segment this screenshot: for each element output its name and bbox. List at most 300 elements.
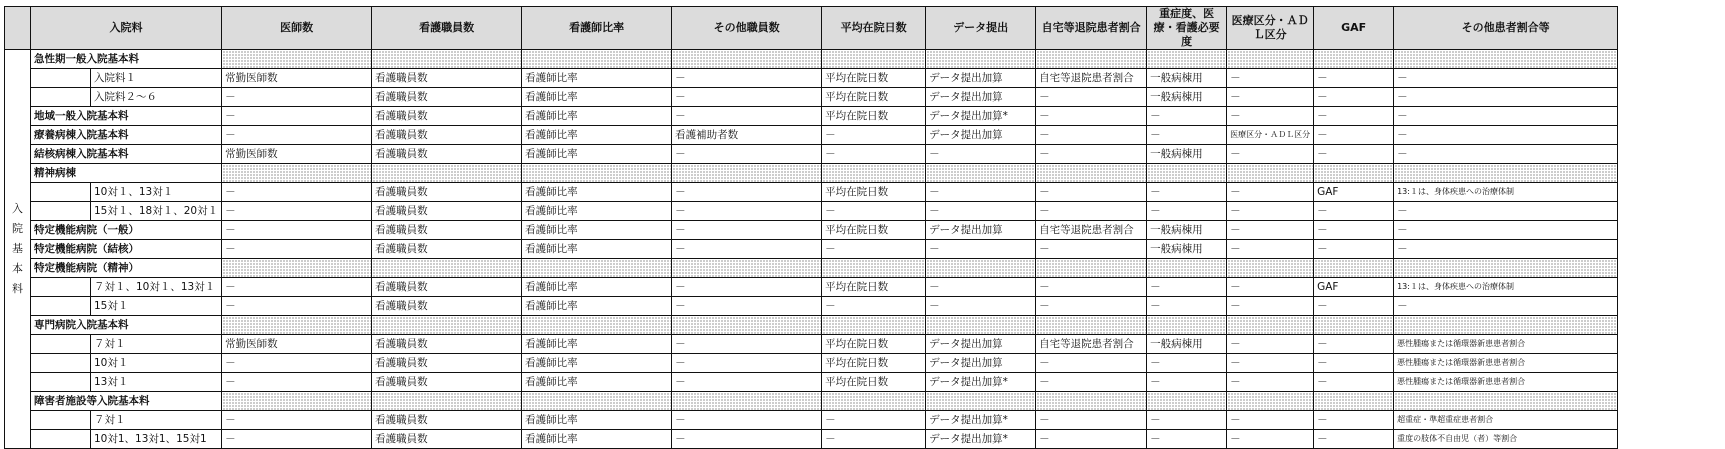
table-row [5, 88, 1618, 107]
shaded-cell [672, 259, 822, 278]
table-cell: － [672, 354, 822, 373]
table-cell: － [1147, 411, 1227, 430]
category-label: 特定機能病院（結核） [31, 240, 222, 259]
table-cell: － [1394, 126, 1618, 145]
table-cell: － [222, 297, 372, 316]
shaded-cell [372, 50, 522, 69]
table-cell: － [672, 145, 822, 164]
shaded-cell [672, 50, 822, 69]
table-cell: 看護師比率 [522, 335, 672, 354]
category-row [5, 126, 1618, 145]
table-cell: 看護職員数 [372, 411, 522, 430]
table-cell: 自宅等退院患者割合 [1036, 335, 1147, 354]
table-cell: － [926, 202, 1036, 221]
table-cell: 13:１は、身体疾患への治療体制 [1394, 278, 1618, 297]
shaded-cell [1227, 164, 1314, 183]
indent-cell [31, 411, 91, 430]
table-cell: 看護師比率 [522, 373, 672, 392]
category-row [5, 221, 1618, 240]
table-cell: － [222, 354, 372, 373]
shaded-cell [522, 316, 672, 335]
table-cell: － [1394, 88, 1618, 107]
table-cell: 看護師比率 [522, 297, 672, 316]
shaded-cell [1036, 259, 1147, 278]
table-cell: － [222, 411, 372, 430]
shaded-cell [222, 316, 372, 335]
table-cell: － [1147, 126, 1227, 145]
shaded-cell [1036, 316, 1147, 335]
row-label: 15対１、18対１、20対１ [91, 202, 222, 221]
table-cell: 悪性腫瘍または循環器新患患者割合 [1394, 373, 1618, 392]
table-cell: － [1227, 88, 1314, 107]
table-cell: － [1314, 126, 1394, 145]
table-row [5, 297, 1618, 316]
table-cell: － [1147, 183, 1227, 202]
table-cell: － [1227, 430, 1314, 449]
table-cell: 看護師比率 [522, 107, 672, 126]
table-cell: データ提出加算 [926, 126, 1036, 145]
column-header: 平均在院日数 [822, 7, 926, 50]
table-cell: 一般病棟用 [1147, 335, 1227, 354]
shaded-cell [1036, 50, 1147, 69]
shaded-cell [822, 164, 926, 183]
table-cell: 看護職員数 [372, 126, 522, 145]
category-label: 療養病棟入院基本料 [31, 126, 222, 145]
table-row [5, 335, 1618, 354]
table-cell: － [1394, 221, 1618, 240]
sidebar-label-cell [5, 50, 31, 449]
shaded-cell [1227, 392, 1314, 411]
indent-cell [31, 88, 91, 107]
table-cell: データ提出加算 [926, 221, 1036, 240]
shaded-cell [926, 316, 1036, 335]
shaded-cell [372, 316, 522, 335]
shaded-cell [1394, 164, 1618, 183]
table-cell: － [1036, 202, 1147, 221]
table-cell: 自宅等退院患者割合 [1036, 221, 1147, 240]
table-cell: － [1147, 430, 1227, 449]
shaded-cell [1227, 316, 1314, 335]
table-cell: － [1147, 373, 1227, 392]
table-cell: － [1314, 297, 1394, 316]
table-cell: 自宅等退院患者割合 [1036, 69, 1147, 88]
category-label: 障害者施設等入院基本料 [31, 392, 222, 411]
table-cell: 平均在院日数 [822, 278, 926, 297]
table-cell: 一般病棟用 [1147, 221, 1227, 240]
table-cell: － [1036, 297, 1147, 316]
shaded-cell [822, 316, 926, 335]
shaded-cell [1227, 259, 1314, 278]
table-cell: － [822, 202, 926, 221]
table-cell: － [222, 126, 372, 145]
category-row [5, 240, 1618, 259]
table-cell: － [672, 221, 822, 240]
table-cell: － [1314, 221, 1394, 240]
table-cell: 看護師比率 [522, 126, 672, 145]
table-cell: － [1227, 354, 1314, 373]
shaded-cell [1036, 164, 1147, 183]
table-cell: 看護師比率 [522, 354, 672, 373]
shaded-cell [926, 259, 1036, 278]
indent-cell [31, 69, 91, 88]
requirements-table [4, 6, 1618, 449]
table-cell: 一般病棟用 [1147, 145, 1227, 164]
shaded-cell [222, 50, 372, 69]
indent-cell [31, 354, 91, 373]
requirements-sheet [4, 6, 1618, 449]
table-cell: － [1314, 354, 1394, 373]
table-cell: GAF [1314, 278, 1394, 297]
shaded-cell [1394, 316, 1618, 335]
table-cell: 一般病棟用 [1147, 69, 1227, 88]
table-cell: － [926, 240, 1036, 259]
shaded-cell [522, 164, 672, 183]
shaded-cell [672, 392, 822, 411]
table-cell: － [1227, 240, 1314, 259]
table-cell: － [1394, 107, 1618, 126]
row-label: 10対１ [91, 354, 222, 373]
shaded-cell [1394, 50, 1618, 69]
table-cell: 平均在院日数 [822, 88, 926, 107]
category-label: 地域一般入院基本料 [31, 107, 222, 126]
table-cell: － [1314, 145, 1394, 164]
table-cell: 看護師比率 [522, 430, 672, 449]
table-cell: － [672, 335, 822, 354]
table-cell: 医療区分・ＡＤＬ区分 [1227, 126, 1314, 145]
shaded-cell [1314, 259, 1394, 278]
shaded-cell [926, 392, 1036, 411]
table-cell: － [672, 107, 822, 126]
indent-cell [31, 202, 91, 221]
table-cell: － [1036, 278, 1147, 297]
table-cell: － [1314, 373, 1394, 392]
column-header: 看護職員数 [372, 7, 522, 50]
table-cell: データ提出加算 [926, 88, 1036, 107]
table-cell: － [1147, 107, 1227, 126]
table-cell: － [1314, 411, 1394, 430]
table-cell: 看護補助者数 [672, 126, 822, 145]
shaded-cell [822, 259, 926, 278]
table-cell: － [672, 88, 822, 107]
table-cell: 平均在院日数 [822, 221, 926, 240]
table-cell: － [672, 202, 822, 221]
table-cell: － [926, 183, 1036, 202]
table-cell: － [222, 278, 372, 297]
table-cell: － [1227, 202, 1314, 221]
table-row [5, 354, 1618, 373]
table-cell: 看護職員数 [372, 202, 522, 221]
column-header: その他患者割合等 [1394, 7, 1618, 50]
table-cell: 平均在院日数 [822, 373, 926, 392]
table-cell: － [822, 430, 926, 449]
row-label: 15対１ [91, 297, 222, 316]
shaded-cell [926, 50, 1036, 69]
category-label: 結核病棟入院基本料 [31, 145, 222, 164]
table-cell: データ提出加算 [926, 69, 1036, 88]
table-cell: 看護師比率 [522, 145, 672, 164]
table-cell: － [1394, 69, 1618, 88]
table-cell: 平均在院日数 [822, 107, 926, 126]
table-cell: － [1036, 373, 1147, 392]
table-cell: － [672, 373, 822, 392]
table-cell: 看護師比率 [522, 411, 672, 430]
row-label: 10対１、13対１ [91, 183, 222, 202]
shaded-cell [372, 259, 522, 278]
table-cell: 平均在院日数 [822, 183, 926, 202]
category-label: 特定機能病院（一般） [31, 221, 222, 240]
table-cell: 看護職員数 [372, 145, 522, 164]
table-cell: 看護職員数 [372, 373, 522, 392]
shaded-cell [822, 50, 926, 69]
row-label: ７対１ [91, 335, 222, 354]
table-cell: 平均在院日数 [822, 354, 926, 373]
table-cell: － [222, 107, 372, 126]
table-cell: － [1227, 278, 1314, 297]
shaded-cell [1147, 164, 1227, 183]
table-row [5, 202, 1618, 221]
shaded-cell [672, 164, 822, 183]
table-cell: 一般病棟用 [1147, 88, 1227, 107]
table-cell: － [822, 145, 926, 164]
table-row [5, 430, 1618, 449]
table-cell: 看護職員数 [372, 335, 522, 354]
table-cell: データ提出加算* [926, 107, 1036, 126]
table-cell: － [1036, 88, 1147, 107]
table-cell: － [1036, 183, 1147, 202]
shaded-cell [1394, 259, 1618, 278]
table-cell: 看護職員数 [372, 107, 522, 126]
table-cell: 平均在院日数 [822, 69, 926, 88]
table-cell: － [1036, 354, 1147, 373]
category-row [5, 392, 1618, 411]
table-cell: － [1227, 411, 1314, 430]
column-header: 重症度、医療・看護必要度 [1147, 7, 1227, 50]
shaded-cell [1314, 392, 1394, 411]
table-cell: － [222, 430, 372, 449]
shaded-cell [522, 259, 672, 278]
table-cell: 看護師比率 [522, 69, 672, 88]
table-cell: － [222, 240, 372, 259]
shaded-cell [222, 392, 372, 411]
header-row [5, 7, 1618, 50]
table-cell: データ提出加算 [926, 354, 1036, 373]
table-cell: データ提出加算* [926, 430, 1036, 449]
table-cell: 看護師比率 [522, 221, 672, 240]
shaded-cell [822, 392, 926, 411]
indent-cell [31, 183, 91, 202]
table-cell: － [1314, 335, 1394, 354]
table-cell: － [1036, 430, 1147, 449]
row-label: 入院料２～６ [91, 88, 222, 107]
table-cell: 看護師比率 [522, 240, 672, 259]
table-cell: － [926, 145, 1036, 164]
table-cell: 常勤医師数 [222, 335, 372, 354]
table-cell: 悪性腫瘍または循環器新患患者割合 [1394, 354, 1618, 373]
table-cell: 13:１は、身体疾患への治療体制 [1394, 183, 1618, 202]
table-cell: 超重症・準超重症患者割合 [1394, 411, 1618, 430]
column-header: GAF [1314, 7, 1394, 50]
table-cell: 常勤医師数 [222, 145, 372, 164]
table-cell: 看護職員数 [372, 88, 522, 107]
row-label: 入院料１ [91, 69, 222, 88]
table-cell: － [1394, 297, 1618, 316]
table-cell: － [222, 183, 372, 202]
table-cell: － [672, 69, 822, 88]
table-cell: 看護職員数 [372, 354, 522, 373]
table-cell: 看護師比率 [522, 183, 672, 202]
indent-cell [31, 278, 91, 297]
table-cell: － [1314, 88, 1394, 107]
table-cell: － [1227, 221, 1314, 240]
table-cell: － [1227, 145, 1314, 164]
table-cell: － [1227, 335, 1314, 354]
sidebar-label: 入院基本料 [12, 202, 23, 295]
table-cell: GAF [1314, 183, 1394, 202]
table-cell: － [1314, 240, 1394, 259]
table-cell: 看護職員数 [372, 221, 522, 240]
table-cell: データ提出加算* [926, 411, 1036, 430]
shaded-cell [672, 316, 822, 335]
category-row [5, 107, 1618, 126]
category-row [5, 316, 1618, 335]
table-row [5, 278, 1618, 297]
table-cell: － [1394, 145, 1618, 164]
table-cell: 看護師比率 [522, 88, 672, 107]
shaded-cell [222, 164, 372, 183]
category-label: 特定機能病院（精神） [31, 259, 222, 278]
category-label: 専門病院入院基本料 [31, 316, 222, 335]
column-header: 医療区分・ＡＤＬ区分 [1227, 7, 1314, 50]
shaded-cell [372, 164, 522, 183]
category-label: 急性期一般入院基本料 [31, 50, 222, 69]
table-cell: － [1147, 202, 1227, 221]
category-row [5, 259, 1618, 278]
table-row [5, 183, 1618, 202]
row-label: ７対１ [91, 411, 222, 430]
table-cell: － [1147, 354, 1227, 373]
table-cell: － [222, 88, 372, 107]
header-corner-cell [5, 7, 31, 50]
table-cell: － [822, 297, 926, 316]
table-cell: 看護職員数 [372, 278, 522, 297]
table-cell: － [222, 373, 372, 392]
indent-cell [31, 430, 91, 449]
shaded-cell [1147, 392, 1227, 411]
table-row [5, 373, 1618, 392]
table-cell: － [222, 221, 372, 240]
table-cell: － [672, 278, 822, 297]
table-cell: － [672, 183, 822, 202]
shaded-cell [522, 392, 672, 411]
table-row [5, 411, 1618, 430]
column-header: 医師数 [222, 7, 372, 50]
table-cell: － [822, 126, 926, 145]
table-cell: － [1147, 278, 1227, 297]
column-header: 入院料 [31, 7, 222, 50]
shaded-cell [1147, 50, 1227, 69]
shaded-cell [1227, 50, 1314, 69]
category-row [5, 50, 1618, 69]
table-cell: 看護職員数 [372, 430, 522, 449]
table-cell: 重度の肢体不自由児（者）等割合 [1394, 430, 1618, 449]
shaded-cell [1394, 392, 1618, 411]
table-cell: 看護職員数 [372, 297, 522, 316]
table-cell: 看護師比率 [522, 202, 672, 221]
table-cell: － [1314, 69, 1394, 88]
table-cell: － [1036, 145, 1147, 164]
table-cell: データ提出加算* [926, 373, 1036, 392]
table-cell: － [1227, 107, 1314, 126]
table-cell: 一般病棟用 [1147, 240, 1227, 259]
shaded-cell [1036, 392, 1147, 411]
table-cell: － [1036, 240, 1147, 259]
table-row [5, 69, 1618, 88]
table-cell: － [222, 202, 372, 221]
column-header: データ提出 [926, 7, 1036, 50]
table-cell: 看護職員数 [372, 183, 522, 202]
shaded-cell [926, 164, 1036, 183]
table-cell: － [1394, 240, 1618, 259]
shaded-cell [1147, 316, 1227, 335]
shaded-cell [222, 259, 372, 278]
table-cell: 看護職員数 [372, 240, 522, 259]
category-label: 精神病棟 [31, 164, 222, 183]
table-cell: － [1036, 107, 1147, 126]
shaded-cell [522, 50, 672, 69]
table-cell: 悪性腫瘍または循環器新患患者割合 [1394, 335, 1618, 354]
table-cell: － [1314, 202, 1394, 221]
table-cell: データ提出加算 [926, 335, 1036, 354]
column-header: その他職員数 [672, 7, 822, 50]
category-row [5, 145, 1618, 164]
row-label: ７対１、10対１、13対１ [91, 278, 222, 297]
table-cell: 看護師比率 [522, 278, 672, 297]
indent-cell [31, 297, 91, 316]
table-cell: 看護職員数 [372, 69, 522, 88]
table-cell: － [1036, 411, 1147, 430]
indent-cell [31, 335, 91, 354]
row-label: 13対１ [91, 373, 222, 392]
indent-cell [31, 373, 91, 392]
table-cell: － [822, 240, 926, 259]
table-cell: － [926, 278, 1036, 297]
shaded-cell [1147, 259, 1227, 278]
table-cell: － [1314, 430, 1394, 449]
column-header: 看護師比率 [522, 7, 672, 50]
row-label: 10対1、13対1、15対1 [91, 430, 222, 449]
table-cell: － [1227, 373, 1314, 392]
table-cell: － [672, 430, 822, 449]
table-cell: － [672, 411, 822, 430]
shaded-cell [1314, 316, 1394, 335]
shaded-cell [372, 392, 522, 411]
table-cell: － [926, 297, 1036, 316]
shaded-cell [1314, 50, 1394, 69]
table-cell: 平均在院日数 [822, 335, 926, 354]
column-header: 自宅等退院患者割合 [1036, 7, 1147, 50]
table-cell: － [1314, 107, 1394, 126]
table-cell: － [1394, 202, 1618, 221]
table-cell: － [1036, 126, 1147, 145]
table-cell: － [672, 240, 822, 259]
table-cell: 常勤医師数 [222, 69, 372, 88]
table-cell: － [1147, 297, 1227, 316]
table-cell: － [1227, 183, 1314, 202]
table-cell: － [672, 297, 822, 316]
shaded-cell [1314, 164, 1394, 183]
table-cell: － [1227, 297, 1314, 316]
table-cell: － [1227, 69, 1314, 88]
